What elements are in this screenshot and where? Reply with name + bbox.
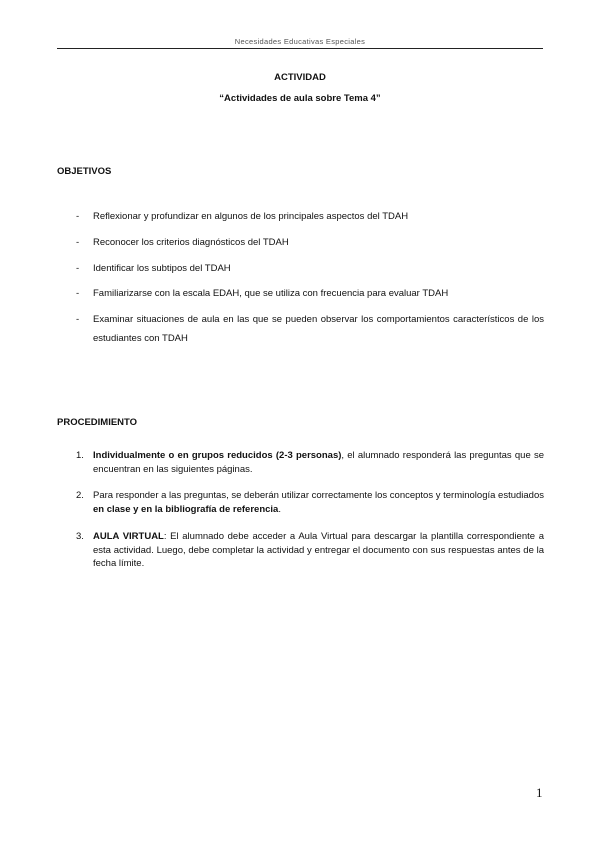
objective-text: Examinar situaciones de aula en las que se pueden observar los comportamientos característicos de los estudiantes con TDAH [93,314,544,344]
objective-item [76,284,544,303]
bold-phrase: Individualmente o en grupos reducidos (2-3 personas) [93,450,342,461]
bold-phrase: en clase y en la bibliografía de referencia [93,503,279,515]
procedure-item [76,530,544,571]
objective-item [76,310,544,348]
plain-text: Para responder a las preguntas, se deberán utilizar correctamente los conceptos y terminología estudiados [93,490,544,501]
bullet-dash: - [76,314,80,325]
objective-item [76,233,544,252]
document-subtitle: “Actividades de aula sobre Tema 4” [219,93,381,104]
objective-text: Identificar los subtipos del TDAH [93,263,231,274]
procedure-text [93,449,544,476]
bold-phrase: AULA VIRTUAL [93,531,164,542]
procedure-text [93,489,544,516]
plain-text: . [278,503,281,515]
procedure-heading: PROCEDIMIENTO [57,417,138,428]
procedure-item [76,489,544,516]
item-number: 3. [76,531,84,542]
header-divider [57,48,543,49]
objectives-heading: OBJETIVOS [57,166,112,177]
objective-text: Reflexionar y profundizar en algunos de los principales aspectos del TDAH [93,211,409,222]
objective-item [76,259,544,278]
bullet-dash: - [76,263,80,274]
objective-item [76,207,544,226]
bullet-dash: - [76,288,80,299]
procedure-text [93,530,544,571]
bullet-dash: - [76,237,80,248]
plain-text: , el alumnado responderá las preguntas que se encuentran en las siguientes páginas. [93,450,544,475]
procedure-item [76,449,544,476]
running-header: Necesidades Educativas Especiales [234,37,366,46]
objective-text: Familiarizarse con la escala EDAH, que se utiliza con frecuencia para evaluar TDAH [93,288,449,299]
item-number: 2. [76,490,84,501]
plain-text: : El alumnado debe acceder a Aula Virtual para descargar la plantilla correspondiente a esta actividad. Luego, debe completar la actividad y entregar el documento con sus respuestas antes de la fecha límite. [93,531,544,569]
document-title: ACTIVIDAD [274,72,326,83]
bullet-dash: - [76,211,80,222]
objective-text: Reconocer los criterios diagnósticos del TDAH [93,237,289,248]
page-number: 1 [536,785,543,800]
item-number: 1. [76,450,84,461]
